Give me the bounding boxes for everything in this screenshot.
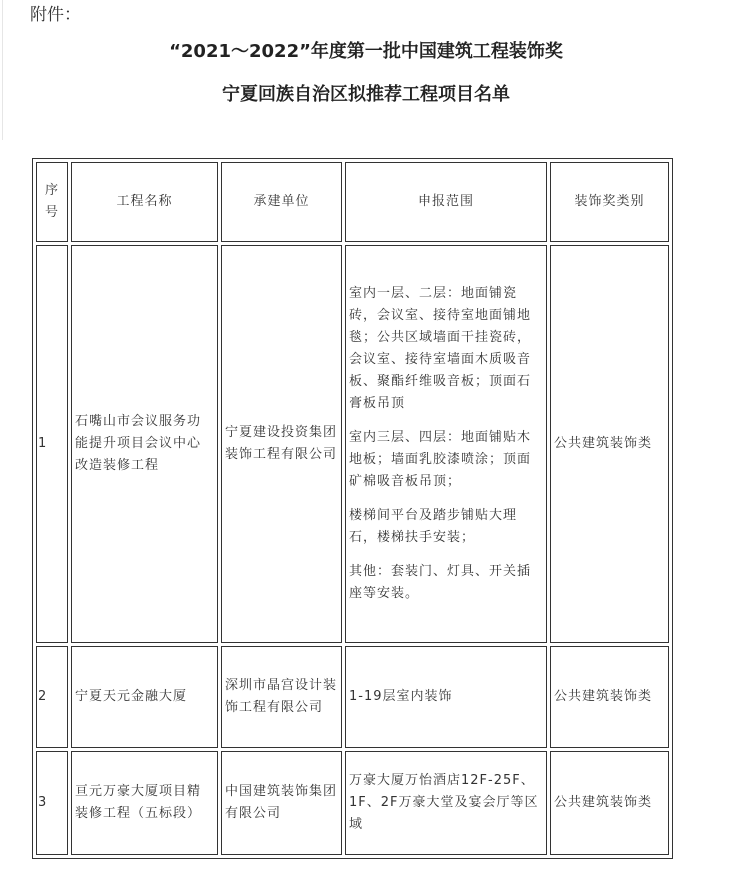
header-number: 序号 <box>36 162 68 242</box>
scope-paragraph: 室内一层、二层：地面铺瓷砖，会议室、接待室地面铺地毯；公共区域墙面干挂瓷砖，会议室、接待室墙面木质吸音板、聚酯纤维吸音板；顶面石膏板吊顶 <box>349 286 532 411</box>
header-award-category: 装饰奖类别 <box>550 162 669 242</box>
row-contractor: 深圳市晶宫设计装饰工程有限公司 <box>221 646 342 748</box>
row-project-name: 石嘴山市会议服务功能提升项目会议中心改造装修工程 <box>71 245 218 643</box>
row-award-category: 公共建筑装饰类 <box>550 646 669 748</box>
project-list-table <box>32 158 673 859</box>
document-title-line-2: 宁夏回族自治区拟推荐工程项目名单 <box>222 84 510 105</box>
scope-paragraph: 其他：套装门、灯具、开关插座等安装。 <box>349 564 532 601</box>
row-number: 2 <box>36 646 68 748</box>
header-contractor: 承建单位 <box>221 162 342 242</box>
table-row <box>36 245 669 643</box>
row-contractor: 宁夏建设投资集团装饰工程有限公司 <box>221 245 342 643</box>
header-scope: 申报范围 <box>345 162 547 242</box>
attachment-label: 附件： <box>30 5 81 25</box>
table-header-row <box>36 162 669 242</box>
document-title-line-1: “2021～2022”年度第一批中国建筑工程装饰奖 <box>169 41 563 62</box>
row-award-category: 公共建筑装饰类 <box>550 751 669 855</box>
scope-paragraph: 1-19层室内装饰 <box>349 689 453 704</box>
scope-paragraph: 楼梯间平台及踏步铺贴大理石，楼梯扶手安装； <box>349 508 518 545</box>
row-number: 3 <box>36 751 68 855</box>
row-project-name: 宁夏天元金融大厦 <box>71 646 218 748</box>
table-row <box>36 646 669 748</box>
row-scope <box>345 245 547 643</box>
scope-paragraph: 室内三层、四层：地面铺贴木地板；墙面乳胶漆喷涂；顶面矿棉吸音板吊顶； <box>349 430 532 489</box>
row-scope <box>345 646 547 748</box>
row-project-name: 亘元万豪大厦项目精装修工程（五标段） <box>71 751 218 855</box>
scope-paragraph: 万豪大厦万怡酒店12F-25F、1F、2F万豪大堂及宴会厅等区域 <box>349 773 539 832</box>
page-left-border <box>2 0 3 140</box>
header-project-name: 工程名称 <box>71 162 218 242</box>
row-contractor: 中国建筑装饰集团有限公司 <box>221 751 342 855</box>
row-number: 1 <box>36 245 68 643</box>
row-scope <box>345 751 547 855</box>
table-row <box>36 751 669 855</box>
row-award-category: 公共建筑装饰类 <box>550 245 669 643</box>
